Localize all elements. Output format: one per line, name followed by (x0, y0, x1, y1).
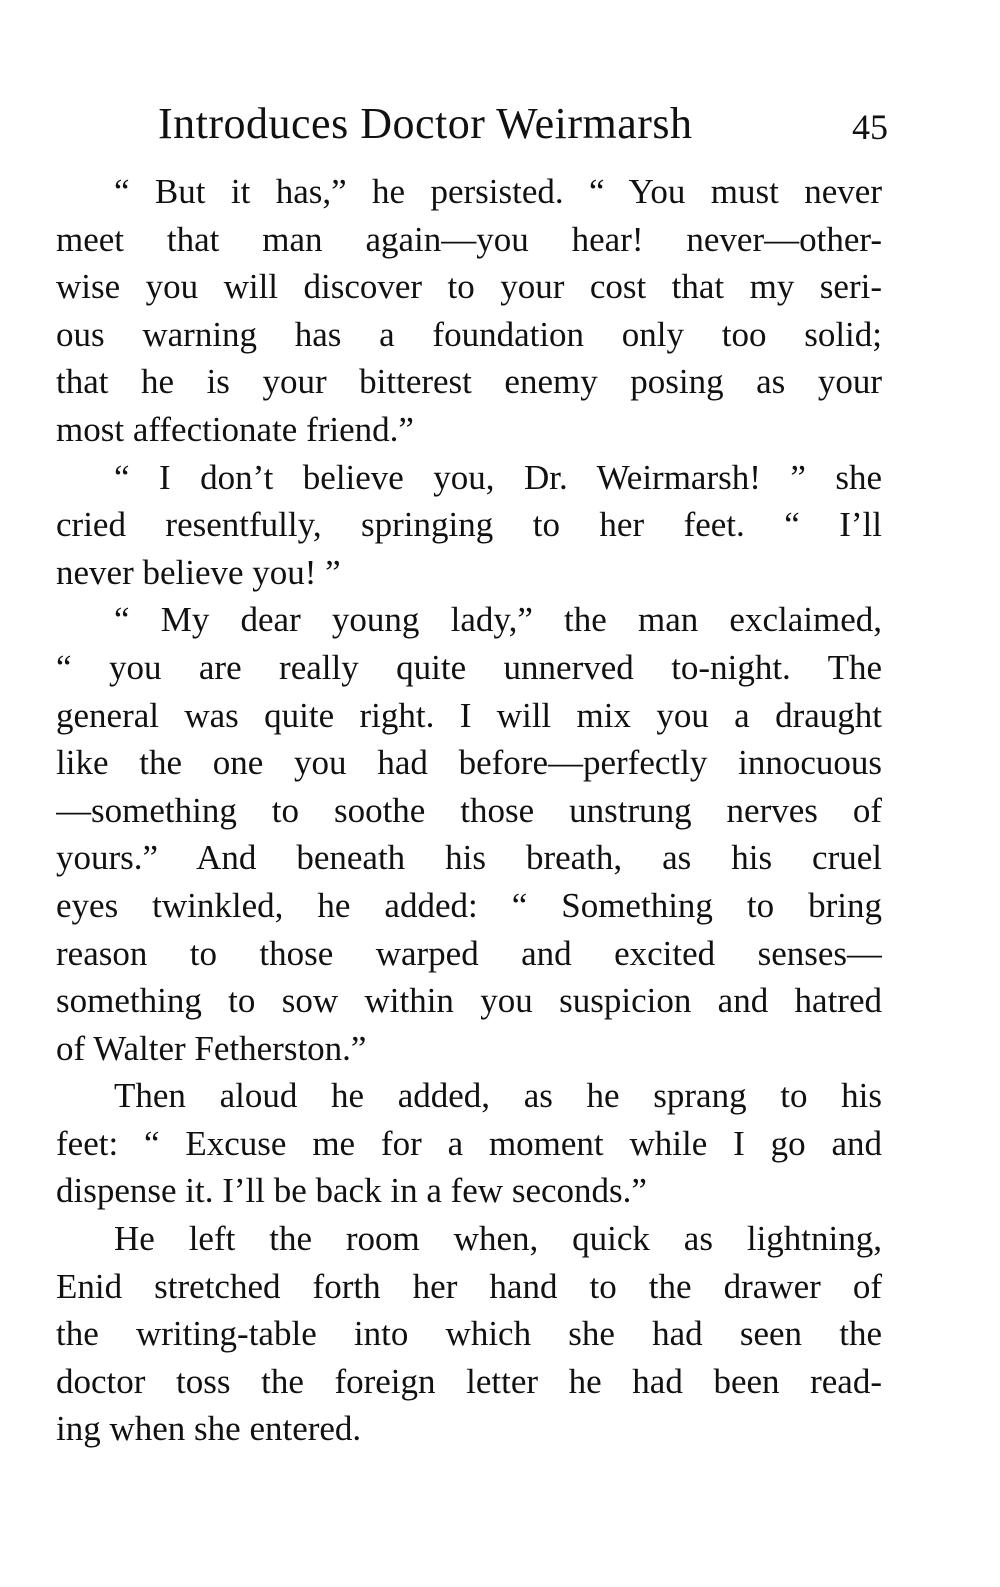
page-number: 45 (852, 107, 888, 147)
text-line: ing when she entered. (56, 1409, 362, 1449)
text-line: “ you are really quite unnerved to-night. The (56, 647, 882, 687)
text-line: yours.” And beneath his breath, as his cruel (56, 838, 882, 878)
text-line: something to sow within you suspicion and hatred (56, 981, 882, 1021)
text-line: cried resentfully, springing to her feet. “ I’ll (56, 505, 882, 545)
text-line: that he is your bitterest enemy posing as your (56, 362, 882, 402)
text-line: general was quite right. I will mix you a draught (56, 695, 882, 735)
text-line: dispense it. I’ll be back in a few seconds.” (56, 1171, 647, 1211)
text-line: never believe you! ” (56, 552, 341, 592)
text-line: feet: “ Excuse me for a moment while I go and (56, 1123, 882, 1163)
running-head (158, 98, 888, 158)
text-line: like the one you had before—perfectly innocuous (56, 743, 882, 783)
text-line: the writing-table into which she had seen the (56, 1314, 882, 1354)
text-line: —something to soothe those unstrung nerves of (56, 790, 882, 830)
text-line: Enid stretched forth her hand to the drawer of (56, 1266, 882, 1306)
text-line: reason to those warped and excited senses— (56, 933, 882, 973)
text-line: “ But it has,” he persisted. “ You must never (114, 172, 882, 211)
body-text (56, 168, 882, 1453)
text-line: He left the room when, quick as lightning, (114, 1219, 882, 1259)
text-line: Then aloud he added, as he sprang to his (114, 1076, 882, 1116)
text-line: doctor toss the foreign letter he had been read- (56, 1361, 882, 1401)
text-line: “ My dear young lady,” the man exclaimed, (114, 600, 882, 640)
text-line: eyes twinkled, he added: “ Something to bring (56, 885, 882, 925)
text-line: meet that man again—you hear! never—other- (56, 219, 882, 259)
chapter-title: Introduces Doctor Weirmarsh (158, 99, 693, 148)
text-line: of Walter Fetherston.” (56, 1028, 367, 1068)
text-line: most affectionate friend.” (56, 409, 414, 449)
text-line: “ I don’t believe you, Dr. Weirmarsh! ” she (114, 457, 882, 497)
text-line: wise you will discover to your cost that my seri- (56, 267, 882, 307)
text-line: ous warning has a foundation only too solid; (56, 314, 882, 354)
